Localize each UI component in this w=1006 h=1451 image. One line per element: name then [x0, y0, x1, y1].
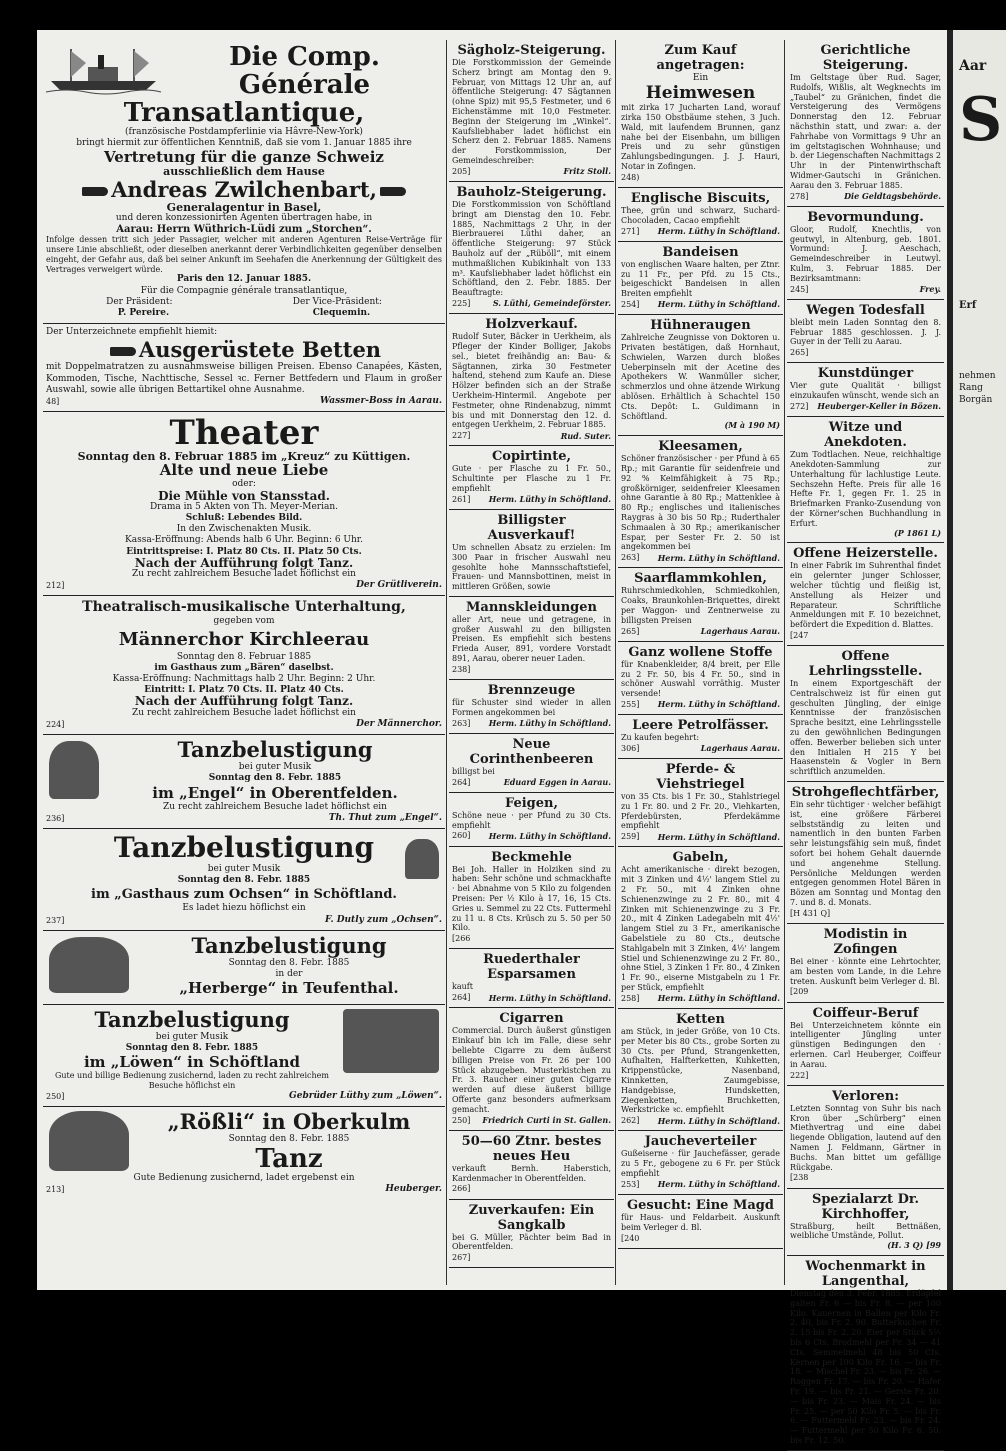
- ad-number: 262]: [621, 1116, 640, 1126]
- ad-item: [618, 759, 783, 847]
- column-1: [43, 40, 445, 1285]
- ad-title: Saarflammkohlen,: [634, 571, 767, 587]
- ad-number: 267]: [452, 1253, 471, 1263]
- ad-body: Zu kaufen begehrt:: [621, 733, 700, 743]
- theater-drama: Drama in 5 Akten von Th. Meyer-Merian.: [149, 501, 339, 512]
- tanz3-inder: in der: [275, 968, 303, 979]
- ad-item: [449, 314, 614, 446]
- transat-text-5: Aarau: Herrn Wüthrich-Lüdi zum „Storchen“.: [116, 224, 372, 236]
- transat-pres: P. Pereire.: [117, 308, 170, 319]
- ad-number: 259]: [621, 832, 640, 842]
- ad-number: 265]: [621, 626, 640, 636]
- mc-place: im Gasthaus zum „Bären“ daselbst.: [154, 662, 334, 673]
- ad-title: Sägholz-Steigerung.: [457, 43, 606, 58]
- ad-item: [618, 242, 783, 315]
- ad-body: Straßburg, heilt Bettnäßen, weibliche Umstände, Pollut.: [790, 1221, 941, 1241]
- ad-item: [449, 597, 614, 680]
- tanz1-title: Tanzbelustigung: [177, 737, 373, 763]
- ad-body: Schöne neue · per Pfund zu 30 Cts. empfiehlt: [452, 810, 611, 830]
- ad-subtitle: Ein: [692, 73, 709, 83]
- theater-sig: Der Grütliverein.: [356, 580, 442, 591]
- ad-body: am Stück, in jeder Größe, von 10 Cts. per Meter bis 80 Cts., grobe Sorten zu 30 Cts. per Pfund, Strangenketten, Aufhalten, Halfterketten, Kuhketten, Krippenstücke, Nasenband, Kinnketten, Zaumgebisse, Handgebisse, Hundsketten, Ziegenketten, Bruchketten, Werkstricke ꝛc. empfiehlt: [621, 1027, 780, 1115]
- ad-body: Die Forstkommission der Gemeinde Scherz bringt am Montag den 9. Februar, von Mittags 12 Uhr an, auf öffentliche Steigerung: 47 Sägtannen (ohne Spiz) mit 95,5 Festmeter, und 6 Eichenstämme mit 10,0 Festmeter. Beginn der Steigerung im „Winkel“. Kaufsliebhaber ladet höflichst ein Scherz den 2. Februar 1885. Namens der Forstkommission, Der Gemeindeschreiber:: [452, 58, 611, 165]
- betten-intro: Der Unterzeichnete empfiehlt hiemit:: [46, 327, 218, 338]
- dancers-illustration: [49, 741, 99, 799]
- ad-item: [787, 543, 944, 646]
- transat-text-2: Vertretung für die ganze Schweiz: [104, 148, 384, 167]
- pointing-hand-icon: [380, 187, 406, 196]
- ad-signature: Die Geldtagsbehörde.: [844, 190, 941, 201]
- ad-title: Bauholz-Steigerung.: [456, 184, 607, 200]
- tanz1-music: bei guter Musik: [238, 762, 312, 773]
- ad-signature: Fritz Stoll.: [563, 166, 611, 177]
- ad-number: 250]: [452, 1115, 471, 1125]
- ad-item: [449, 1008, 614, 1130]
- ad-signature: Herm. Lüthy in Schöftland.: [657, 831, 780, 842]
- ad-signature: Eduard Eggen in Aarau.: [503, 777, 611, 788]
- ad-body: Zahlreiche Zeugnisse von Doktoren u. Privaten bestätigen, daß Hornhaut, Schwielen, Warzen durch bloßes Ueberpinseln mit der Acetine des Apothekers W. Wanmüller sicher, schmerzlos und ohne ätzende Wirkung ablösen. Erhältlich à Schachtel 150 Cts. Depôt: L. Guldimann in Schöftland.: [621, 333, 780, 421]
- transat-sub: (französische Postdampferlinie via Hâvre-New-York): [125, 127, 363, 137]
- ad-title: Leere Petrolfässer.: [632, 718, 769, 734]
- ad-item: [449, 1131, 614, 1200]
- tanz4-date: Sonntag den 8. Febr. 1885: [125, 1042, 259, 1053]
- ad-number: 260]: [452, 831, 471, 841]
- ad-number: 255]: [621, 699, 640, 709]
- ad-title: Wegen Todesfall: [806, 302, 925, 318]
- column-rule: [784, 40, 785, 1285]
- ad-number: 253]: [621, 1179, 640, 1189]
- ad-title: Offene Lehrlingsstelle.: [808, 649, 923, 680]
- ad-title: Kunstdünger: [817, 366, 914, 382]
- roessli-num: 213]: [46, 1185, 65, 1195]
- ad-roessli: [43, 1107, 445, 1200]
- theater-title: Theater: [169, 413, 319, 454]
- ad-title: Offene Heizerstelle.: [793, 546, 938, 562]
- ad-tanz-ochsen: [43, 829, 445, 931]
- ad-item: [449, 446, 614, 510]
- ad-number: 266]: [452, 1184, 471, 1194]
- roessli-body: Gute Bedienung zusichernd, ladet ergebenst ein: [133, 1173, 355, 1184]
- ad-number: [266: [452, 934, 471, 944]
- ad-title: Pferde- & Viehstriegel: [656, 762, 745, 793]
- mc-choir: Männerchor Kirchleerau: [118, 628, 370, 650]
- ad-signature: Herm. Lüthy in Schöftland.: [657, 299, 780, 310]
- ad-body: verkauft Bernh. Haberstich, Kardenmacher in Oberentfelden.: [452, 1163, 611, 1183]
- ad-number: 263]: [621, 553, 640, 563]
- tanz4-place: im „Löwen“ in Schöftland: [83, 1053, 301, 1072]
- ad-body: kauft: [452, 982, 473, 992]
- theater-tanz: Nach der Aufführung folgt Tanz.: [134, 555, 354, 570]
- transat-title-2: Transatlantique,: [123, 98, 365, 128]
- ad-title: Wochenmarkt in Langenthal,: [805, 1258, 926, 1289]
- ad-signature: Herm. Lüthy in Schöftland.: [488, 718, 611, 729]
- ad-title: Gerichtliche Steigerung.: [820, 43, 911, 73]
- ad-item: [787, 924, 944, 1003]
- ad-signature: Lagerhaus Aarau.: [700, 625, 780, 636]
- theater-oder: oder:: [232, 479, 256, 490]
- theater-date: Sonntag den 8. Februar 1885 im „Kreuz“ zu Küttigen.: [77, 450, 411, 464]
- ad-signature: Heuberger-Keller in Bözen.: [817, 401, 941, 412]
- ad-signature: Rud. Suter.: [560, 430, 611, 441]
- transat-agency: Generalagentur in Basel,: [166, 200, 322, 214]
- ad-number: 261]: [452, 494, 471, 504]
- transat-text-3: ausschließlich dem Hause: [163, 165, 325, 179]
- ad-number: 264]: [452, 993, 471, 1003]
- ad-title: Neue Corinthenbeeren: [469, 736, 594, 767]
- ad-item: [618, 847, 783, 1009]
- ad-title: Modistin in Zofingen: [823, 927, 908, 958]
- ad-body: Dienstag den 3. Febr. 1885. Erdäpfel galten Fr. 6 — bis Fr. 8. — per 100 Kilo. Kauernen in Ballen per Kilo Fr. 2. 40, bis Fr. 2. 90. Butterkuchen Fr. 2. 15 bis Fr. 2. 20. Eier per Stück 5½ bis 6 Cts. Brodmehl per Fr. 34 — 41 Cts. Semmelmehl 48 bis 50 Cts. Kernen per 100 Kilo Fr. 16. — bis Fr. 18. — Mischel Fr. 23. — bis Fr. 26. — Roggen Fr. 17. — bis Fr. 20. — Hafer Fr. 19. — bis Fr. 21. — Gerste Fr. 20. — bis Fr. 23. — Mais Fr. 24. — bis Fr. 25. — per 50 Kilo Fr. 5. — bis Fr. 6. — Futtermehl Fr. 23. — bis Fr. 24. — Futtermehl per 50 Kilo Fr. 6. 50. bis Fr. 12. 50.: [790, 1288, 941, 1445]
- ad-body: Schöner französischer · per Pfund à 65 Rp.; mit Garantie für seidenfreie und 92 % Keimfähigkeit à 75 Rp.; großkörniger, seidenfreier Kleesamen ohne Garantie à 80 Rp.; Mattenklee à 80 Rp.; englisches und italienisches Raygras à 30 bis 50 Rp.; Ruderthaler Schmaalen à 30 Rp.; amerikanischer Espar, per Sester Fr. 2. 50 ist angekommen bei: [621, 454, 780, 552]
- roessli-title: „Rößli“ in Oberkulm: [167, 1108, 411, 1134]
- transat-vice: Clequemin.: [312, 308, 371, 319]
- ad-tanz-engel: [43, 735, 445, 829]
- ad-body: bleibt mein Laden Sonntag den 8. Februar 1885 geschlossen. J. J. Guyer in der Telli zu Aarau.: [790, 317, 941, 347]
- mc-title: Theatralisch-musikalische Unterhaltung,: [82, 599, 406, 616]
- ad-signature: (P 1861 L): [893, 527, 941, 538]
- ad-item: [449, 793, 614, 847]
- tanz3-date: Sonntag den 8. Febr. 1885: [228, 957, 350, 968]
- ad-number: 205]: [452, 166, 471, 176]
- ad-item: [787, 782, 944, 924]
- ad-title: Jaucheverteiler: [644, 1134, 757, 1150]
- mc-invite: Zu recht zahlreichem Besuche ladet höflichst ein: [132, 707, 356, 718]
- transat-pres-label: Der Präsident:: [106, 296, 173, 307]
- ad-item: [787, 1003, 944, 1086]
- ad-number: 306]: [621, 743, 640, 753]
- tanz1-num: 236]: [46, 813, 65, 823]
- ad-body: für Knabenkleider, 8/4 breit, per Elle zu 2 Fr. 50, bis 4 Fr. 50., sind in schöner Auswahl vorräthig. Muster versende!: [621, 659, 780, 699]
- ad-item: [787, 40, 944, 207]
- ad-item: [787, 1086, 944, 1189]
- ad-signature: Herm. Lüthy in Schöftland.: [657, 552, 780, 563]
- ad-item: [618, 568, 783, 641]
- tanz1-date: Sonntag den 8. Febr. 1885: [208, 773, 342, 784]
- tanz4-body: Gute und billige Bedienung zusichernd, laden zu recht zahlreichem Besuche höflichst ein: [55, 1071, 329, 1090]
- ad-title: Coiffeur-Beruf: [812, 1005, 919, 1021]
- ad-body: In einer Fabrik im Suhrenthal findet ein gelernter junger Schlosser, welcher tüchtig und fleißig ist, Anstellung als Heizer und Reparateur. Schriftliche Anmeldungen mit F. 10 bezeichnet, befördert die Expedition d. Blattes.: [790, 561, 941, 630]
- ad-item: [787, 363, 944, 417]
- steamship-illustration: [46, 43, 161, 95]
- mc-sig: Der Männerchor.: [356, 718, 442, 729]
- ad-transatlantique: [43, 40, 445, 324]
- edge-text-b: S: [959, 85, 1003, 155]
- dancers-illustration: [405, 839, 439, 879]
- ad-body: Gloor, Rudolf, Knechtlis, von geutwyl, in Altenburg, geb. 1801. Vormund: J. Aeschach, Gemeindeschreiber in Leutwyl. Kulm, 3. Februar 1885. Der Bezirksamtmann:: [790, 224, 941, 283]
- ad-number: 278]: [790, 191, 809, 201]
- ad-body: Ruhrschmiedkohlen, Schmiedkohlen, Coaks, Braunkohlen-Briquettes, direkt per Waggon- und Zentnerweise zu billigsten Preisen: [621, 586, 780, 625]
- ad-body: für Schuster sind wieder in allen Formen angekommen bei: [452, 698, 611, 717]
- theater-schluss: Schluß: Lebendes Bild.: [185, 513, 303, 524]
- ad-title: Feigen,: [504, 795, 559, 811]
- theater-music: In den Zwischenakten Musik.: [176, 524, 312, 535]
- ad-number: 225]: [452, 298, 471, 308]
- ad-title: Englische Biscuits,: [630, 190, 771, 206]
- tanz2-date: Sonntag den 8. Febr. 1885: [177, 875, 311, 886]
- column-4: [787, 40, 944, 1445]
- tanz4-sig: Gebrüder Lüthy zum „Löwen“.: [289, 1090, 442, 1101]
- ad-signature: Herm. Lüthy in Schöftland.: [488, 494, 611, 505]
- transat-text-1: bringt hiermit zur öffentlichen Kenntniß, daß sie vom 1. Januar 1885 ihre: [76, 138, 412, 149]
- transat-firm: Andreas Zwilchenbart,: [46, 178, 442, 202]
- ad-number: 227]: [452, 431, 471, 441]
- theater-play: Alte und neue Liebe: [159, 461, 329, 480]
- betten-body: mit Doppelmatratzen zu ausnahmsweise billigen Preisen. Ebenso Canapées, Kästen, Kommoden, Tische, Nachttische, Sessel ꝛc. Ferner Bettfedern und Flaum in großer Auswahl, sowie alle übrigen Bettartikel ohne Ausnahme.: [46, 362, 442, 395]
- newspaper-page: [37, 30, 947, 1445]
- ad-item: [787, 300, 944, 364]
- betten-title: Ausgerüstete Betten: [46, 338, 442, 362]
- tanz2-num: 237]: [46, 915, 65, 925]
- ad-item: [449, 680, 614, 734]
- ad-body: Bei Unterzeichnetem könnte ein intelligenter Jüngling unter günstigen Bedingungen den · erlernen. Carl Heuberger, Coiffeur in Aarau.: [790, 1020, 941, 1069]
- column-rule: [615, 40, 616, 1285]
- mc-date: Sonntag den 8. Februar 1885: [176, 651, 312, 662]
- ad-item: [787, 207, 944, 300]
- ad-number: 263]: [452, 718, 471, 728]
- ad-number: 272]: [790, 401, 809, 411]
- ad-item: [449, 510, 614, 597]
- ad-item: [449, 734, 614, 793]
- ad-maennerchor: [43, 596, 445, 735]
- ad-item: [618, 40, 783, 188]
- ad-signature: Herm. Lüthy in Schöftland.: [657, 1115, 780, 1126]
- betten-num: 48]: [46, 397, 60, 407]
- mc-tanz: Nach der Aufführung folgt Tanz.: [134, 694, 354, 709]
- ad-title: Ketten: [675, 1012, 726, 1028]
- carriage-illustration: [343, 1009, 439, 1073]
- tanz1-invite: Zu recht zahlreichem Besuche ladet höflichst ein: [163, 801, 387, 812]
- ad-body: Commercial. Durch äußerst günstigen Einkauf bin ich im Falle, diese sehr beliebte Cigarre zu dem äußerst billigen Preise von Fr. 26 per 100 Stück abzugeben. Musterkistchen zu Fr. 3. Raucher einer guten Cigarre werden auf diese äußerst billige Offerte ganz besonders aufmerksam gemacht.: [452, 1026, 611, 1114]
- ad-item: [449, 847, 614, 950]
- tanz1-place: im „Engel“ in Oberentfelden.: [152, 783, 398, 802]
- ad-item: [618, 315, 783, 436]
- tanz2-invite: Es ladet hiezu höflichst ein: [182, 903, 306, 914]
- ad-title: Verloren:: [832, 1088, 899, 1104]
- pointing-hand-icon: [82, 187, 108, 196]
- ad-item: [618, 715, 783, 759]
- roessli-sig: Heuberger.: [385, 1184, 442, 1195]
- ad-body: Bei Joh. Haller in Holziken sind zu haben: Sehr schöne und schmackhafte · bei Abnahme von 5 Kilo zu folgenden Preisen: Per ½ Kilo à 17, 16, 15 Cts. Gries u. Semmel zu 22 Cts. Futtermehl zu 11 u. 8 Cts. Krüsch zu 5. 50 per 50 Kilo.: [452, 864, 611, 933]
- ad-body: In einem Exportgeschäft der Centralschweiz ist für einen gut geschulten Jüngling, der einige Kenntnisse der französischen Sprache besitzt, eine Lehrlingsstelle zu den gewöhnlichen Bedingungen offen. Bewerber belieben sich unter den Initialen H 215 Y bei Haasenstein & Vogler in Bern schriftlich anzumelden.: [790, 679, 941, 777]
- ad-number: 271]: [621, 226, 640, 236]
- column-3: [618, 40, 783, 1285]
- ad-title: Witze und Anekdoten.: [824, 420, 907, 451]
- ad-item: [787, 417, 944, 543]
- ad-body: von 35 Cts. bis 1 Fr. 30., Stahlstriegel zu 1 Fr. 80. und 2 Fr. 20., Viehkarten, Pferdebürsten, Pferdekämme empfiehlt: [621, 792, 780, 831]
- ad-body: Bei einer · könnte eine Lehrtochter, am besten vom Lande, in die Lehre treten. Auskunft beim Verleger d. Bl.: [790, 957, 941, 986]
- ad-item: [618, 436, 783, 568]
- theater-eintritt: Eintrittspreise: I. Platz 80 Cts. II. Platz 50 Cts.: [126, 546, 362, 557]
- edge-text-d: nehmen Rang Borgän: [959, 371, 996, 405]
- ad-title: Bevormundung.: [807, 209, 924, 225]
- roessli-date: Sonntag den 8. Febr. 1885: [228, 1133, 350, 1144]
- theater-invite: Zu recht zahlreichem Besuche ladet höflichst ein: [132, 569, 356, 580]
- ad-number: [247: [790, 630, 809, 640]
- mc-num: 224]: [46, 719, 65, 729]
- ad-body: Ein sehr tüchtiger · welcher befähigt ist, eine größere Färberei selbstständig zu leiten und namentlich in den bunten Farben sehr leistungsfähig sein muß, findet sofort bei hohem Gehalt dauernde und angenehme Stellung. Persönliche Meldungen werden entgegen genommen Hotel Bären in Bözen am Sonntag und Montag den 7. und 8. d. Monats.: [790, 800, 941, 908]
- ad-item: [787, 1189, 944, 1256]
- ad-title: Ganz wollene Stoffe: [628, 644, 773, 660]
- ad-signature: Friedrich Curti in St. Gallen.: [482, 1115, 611, 1126]
- ad-number: 222]: [790, 1070, 809, 1080]
- transat-title-1: Die Comp. Générale: [229, 42, 380, 100]
- tanz3-title: Tanzbelustigung: [191, 932, 387, 958]
- ad-title: Ruederthaler Esparsamen: [483, 952, 580, 983]
- ad-signature: Herm. Lüthy in Schöftland.: [488, 830, 611, 841]
- ad-number: 264]: [452, 777, 471, 787]
- transat-body: Infolge dessen tritt sich jeder Passagier, welcher mit anderen Agenturen Reise-Verträge für unsere Linie abschließt, oder dieselben anerkannt derer Verbindlichkeiten gegenüber denselben eingeht, der Gefahr aus, daß bei seiner Ankunft im Seehafen die Anerkennung der Gültigkeit des Vertrages verweigert würde.: [46, 235, 442, 274]
- ad-title-2: Heimwesen: [645, 83, 756, 104]
- ad-number: [238: [790, 1173, 809, 1183]
- theater-kasse: Kassa-Eröffnung: Abends halb 6 Uhr. Beginn: 6 Uhr.: [125, 535, 363, 546]
- transat-text-4: und deren konzessionirten Agenten übertragen habe, in: [115, 212, 373, 223]
- ad-number: [209: [790, 987, 809, 997]
- ad-item: [618, 1195, 783, 1249]
- ad-betten: [43, 324, 445, 412]
- ad-body: billigst bei: [452, 766, 495, 776]
- theater-play-2: Die Mühle von Stansstad.: [158, 488, 330, 503]
- column-2: [449, 40, 614, 1285]
- mc-given: gegeben vom: [213, 616, 275, 627]
- ad-body: Gußeiserne · für Jauchefässer, gerade zu 5 Fr., gebogene zu 6 Fr. per Stück empfiehlt: [621, 1149, 780, 1179]
- ad-signature: Herm. Lüthy in Schöftland.: [657, 225, 780, 236]
- ad-signature: Herm. Lüthy in Schöftland.: [657, 1179, 780, 1190]
- ad-body: Vier gute Qualität · billigst einzukaufen wünscht, wende sich an: [790, 381, 941, 401]
- ad-number: [240: [621, 1233, 640, 1243]
- ad-item: [449, 949, 614, 1008]
- ad-number: 248): [621, 172, 640, 182]
- ad-number: 245]: [790, 284, 809, 294]
- ad-theater: [43, 412, 445, 596]
- ad-body: Gute · per Flasche zu 1 Fr. 50., Schultinte per Flasche zu 1 Fr. empfiehlt: [452, 464, 611, 493]
- ad-title: Strohgeflechtfärber,: [791, 785, 940, 801]
- tanz4-music: bei guter Musik: [155, 1031, 229, 1042]
- ad-title: Billigster Ausverkauf!: [487, 512, 576, 543]
- ad-title: Cigarren: [499, 1011, 564, 1027]
- theater-num: 212]: [46, 581, 65, 591]
- ad-item: [787, 646, 944, 782]
- ad-signature: Herm. Lüthy in Schöftland.: [488, 992, 611, 1003]
- ad-body: Letzten Sonntag von Suhr bis nach Kron über „Schürberg“ einen Miethvertrag und eine dabei liegende Obligation, lautend auf den Namen J. Feldmann, Gärtner in Buchs. Man bittet um gefällige Rückgabe.: [790, 1103, 941, 1172]
- transat-for: Für die Compagnie générale transatlantique,: [140, 285, 348, 296]
- ad-title: Brennzeuge: [487, 683, 576, 699]
- mc-eintritt: Eintritt: I. Platz 70 Cts. II. Platz 40 Cts.: [144, 685, 344, 696]
- edge-text-c: Erf: [959, 300, 977, 311]
- ad-title: Gabeln,: [672, 850, 729, 866]
- ad-number: 258]: [621, 993, 640, 1003]
- ad-tanz-herberge: [43, 931, 445, 1005]
- ad-body: von englischen Waare halten, per Ztnr. zu 11 Fr., per Pfd. zu 15 Cts., beigeschickt Bandeisen in allen Breiten empfiehlt: [621, 259, 780, 299]
- ad-number: [H 431 Q]: [790, 908, 831, 918]
- ad-title: Mannskleidungen: [466, 599, 597, 615]
- mc-kasse: Kassa-Eröffnung: Nachmittags halb 2 Uhr. Beginn: 2 Uhr.: [112, 674, 376, 685]
- ad-title: Gesucht: Eine Magd: [627, 1198, 774, 1214]
- pointing-hand-icon: [110, 347, 136, 356]
- ad-item: [449, 182, 614, 314]
- edge-text-a: Aar: [959, 58, 987, 74]
- tanz4-title: Tanzbelustigung: [94, 1006, 290, 1032]
- ad-number: 265]: [790, 348, 809, 358]
- transat-vice-label: Der Vice-Präsident:: [292, 296, 382, 307]
- transat-date: Paris den 12. Januar 1885.: [176, 274, 312, 285]
- ad-body: Rudolf Suter, Bäcker in Uerkheim, als Pfleger der Kinder Bolliger, Jakobs sel., bietet freihändig an: Bau- & Sägtannen, zirka 30 Festmeter haltend, stehend zum Kaufe an. Diese Hölzer befinden sich an der Straße Uerkheim-Hintermil. Angebote per Festmeter, ohne Rindenabzug, nimmt bis und mit Donnerstag den 12. d. entgegen Uerkheim, 2. Februar 1885.: [452, 332, 611, 430]
- tanz3-place: „Herberge“ in Teufenthal.: [179, 979, 399, 998]
- tanz4-num: 250]: [46, 1091, 65, 1101]
- ad-signature: (H. 3 Q) [99: [887, 1240, 941, 1251]
- ad-number: 254]: [621, 299, 640, 309]
- ad-body: Acht amerikanische · direkt bezogen, mit 3 Zinken und 4½' langem Stiel zu 2 Fr. 50., mit 4 Zinken ohne Schienenzwinge zu 2 Fr. 80., mit 4 Zinken mit Schienenzwinge zu 3 Fr. 20., mit 4 Zinken Ladegabeln mit 4½' langem Stiel zu 3 Fr., amerikanische Gabelstiele zu 80 Cts., deutsche Stahlgabeln mit 3 Zinken, 4½' langem Stiel und Schienenzwinge zu 2 Fr. 80., ohne Stiel, 3 Zinken 1 Fr. 80., 4 Zinken 1 Fr. 90., eiserne Mistgabeln zu 1 Fr. per Stück, empfiehlt: [621, 865, 780, 993]
- ad-item: [618, 642, 783, 715]
- ad-signature: Herm. Lüthy in Schöftland.: [657, 699, 780, 710]
- ad-body: für Haus- und Feldarbeit. Auskunft beim Verleger d. Bl.: [621, 1213, 780, 1232]
- ad-body: aller Art, neue und getragene, in großer Auswahl zu den billigsten Preisen. Es empfiehlt sich bestens Frieda Auser, 891, vordere Vorstadt 891, Aarau, oberer neuer Laden.: [452, 614, 611, 664]
- ad-body: Die Forstkommission von Schöftland bringt am Dienstag den 10. Febr. 1885, Nachmittags 2 Uhr, in der Bierbrauerei Lüthi daher, an öffentliche Steigerung: 97 Stück Bauholz auf der „Rüböll“, mit einem muthmaßlichen Kubikinhalt von 133 m³. Kaufsliebhaber ladet höflichst ein Schöftland, den 2. Febr. 1885. Der Beauftragte:: [452, 199, 611, 298]
- ad-signature: Lagerhaus Aarau.: [700, 743, 780, 754]
- ad-body: Zum Todtlachen. Neue, reichhaltige Anekdoten-Sammlung zur Unterhaltung für lachlustige Leute. Sechszehn Hefte. Preis für alle 16 Hefte Fr. 1, gegen Fr. 1. 25 in Briefmarken Franko-Zusendung von der Körner'schen Buchhandlung in Erfurt.: [790, 450, 941, 528]
- ad-title: Beckmehle: [491, 849, 572, 865]
- ad-number: 238]: [452, 664, 471, 674]
- ad-title: Zuverkaufen: Ein Sangkalb: [468, 1202, 595, 1233]
- tanz2-music: bei guter Musik: [207, 863, 281, 874]
- ad-item: [449, 40, 614, 182]
- ad-signature: S. Lüthi, Gemeindeförster.: [492, 298, 611, 309]
- ad-item: [787, 1256, 944, 1451]
- ad-signature: Herm. Lüthy in Schöftland.: [657, 993, 780, 1004]
- ad-title: Bandeisen: [662, 244, 739, 260]
- dancers-illustration: [49, 937, 129, 993]
- ad-body: mit zirka 17 Jucharten Land, worauf zirka 150 Obstbäume stehen, 3 Juch. Wald, mit laufendem Brunnen, ganz nahe bei der Eisenbahn, um billigen Preis und zu sehr günstigen Zahlungsbedingungen. J. J. Hauri, Notar in Zofingen.: [621, 103, 780, 171]
- tanz2-title: Tanzbelustigung: [113, 830, 375, 864]
- ad-item: [618, 1009, 783, 1131]
- ad-body: Um schnellen Absatz zu erzielen: Im 300 Paar in frischer Auswahl neu gesohlte hohe Mannsschaftstiefel, Frauen- und Mannsbottinen, meist in mittleren Größen, sowie: [452, 542, 611, 592]
- column-rule: [446, 40, 447, 1285]
- ad-body: Im Geltstage über Rud. Sager, Rudolfs, Wißlis, alt Wegknechts im „Taubel“ zu Gränichen, findet die Versteigerung des Vermögens Donnerstag den 12. Februar nächsthin statt, und zwar: a. der Fahrhabe von Vormittags 9 Uhr an im geltstagischen Wohnhause; und b. der Liegenschaften Nachmittags 2 Uhr in der Pintenwirthschaft Widmer-Gautschi in Gränichen. Aarau den 3. Februar 1885.: [790, 73, 941, 190]
- ad-title: Hühneraugen: [650, 318, 751, 334]
- ad-signature: (M à 190 M): [724, 420, 780, 431]
- dancers-illustration: [49, 1111, 129, 1171]
- ad-title: Holzverkauf.: [485, 317, 578, 333]
- ad-item: [618, 188, 783, 242]
- ad-item: [449, 1200, 614, 1269]
- tanz1-sig: Th. Thut zum „Engel“.: [328, 812, 442, 823]
- ad-title: Zum Kauf angetragen:: [656, 43, 745, 73]
- ad-title: Spezialarzt Dr. Kirchhoffer,: [811, 1191, 920, 1222]
- ad-item: [618, 1131, 783, 1195]
- tanz2-sig: F. Dutly zum „Ochsen“.: [324, 914, 442, 925]
- ad-title: 50—60 Ztnr. bestes neues Heu: [461, 1133, 602, 1164]
- ad-tanz-loewen: [43, 1005, 445, 1107]
- ad-body: bei G. Müller, Pächter beim Bad in Oberentfelden.: [452, 1232, 611, 1252]
- ad-title: Kleesamen,: [658, 439, 743, 455]
- roessli-tanz: Tanz: [255, 1144, 323, 1175]
- ad-signature: Frey.: [919, 283, 941, 294]
- ad-body: Thee, grün und schwarz, Suchard-Chocoladen, Cacao empfiehlt: [621, 205, 780, 225]
- betten-sig: Wassmer-Boss in Aarau.: [319, 396, 442, 407]
- ad-title: Copirtinte,: [491, 449, 572, 465]
- adjacent-page-edge: [947, 30, 1006, 1290]
- tanz2-place: im „Gasthaus zum Ochsen“ in Schöftland.: [91, 887, 397, 903]
